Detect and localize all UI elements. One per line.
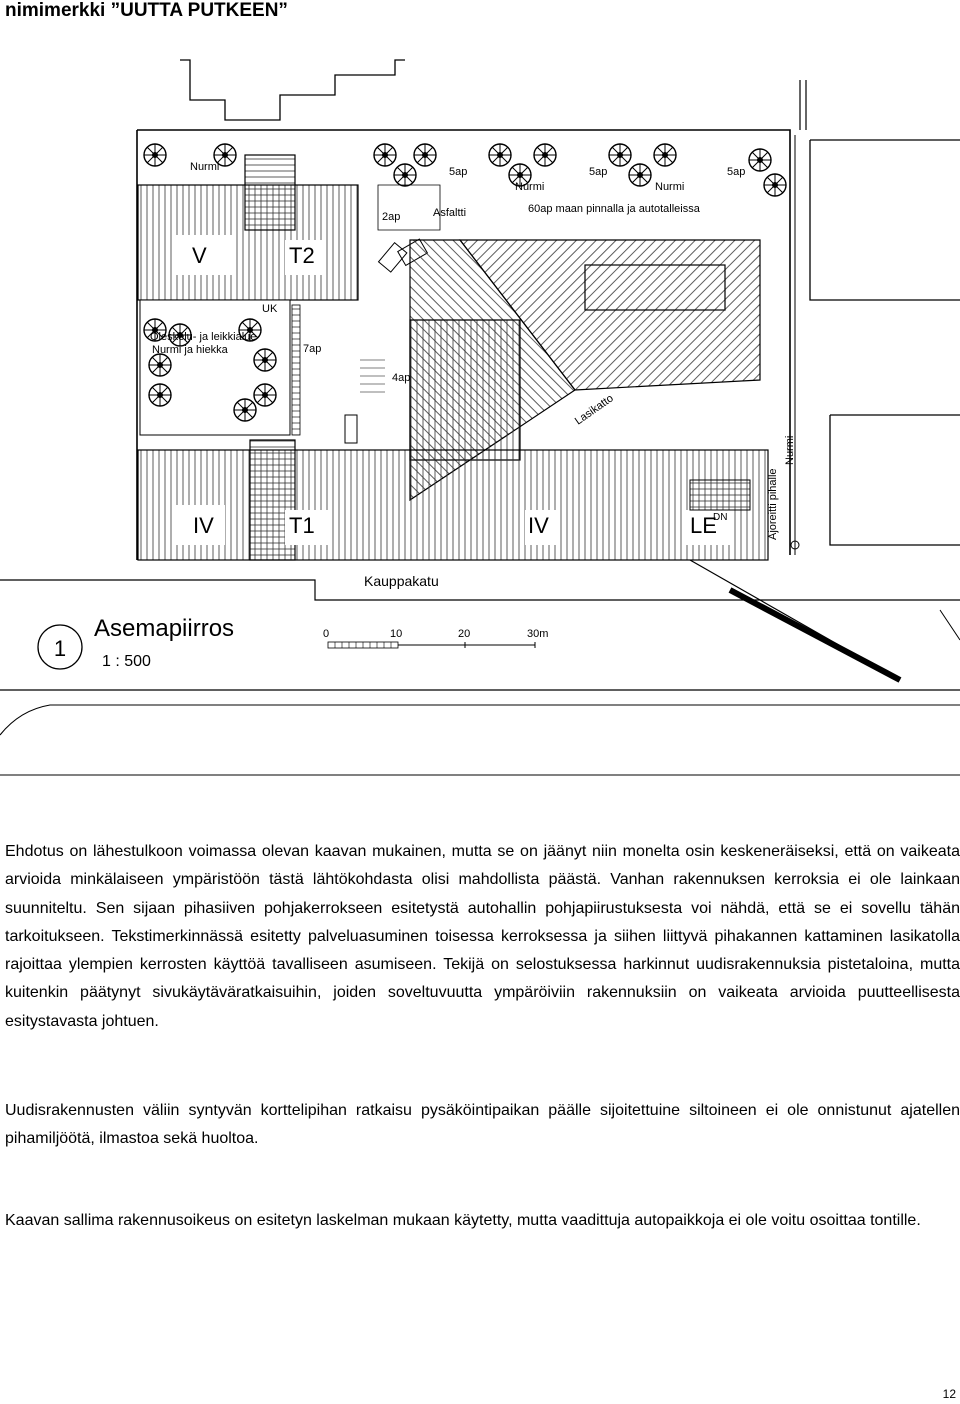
- label-nurmi-hiekka: Nurmi ja hiekka: [152, 344, 228, 356]
- label-ajoreitti: Ajoreitti pihalle: [767, 468, 779, 540]
- paragraph-evaluation: Ehdotus on lähestulkoon voimassa olevan kaavan mukainen, mutta se on jäänyt niin monelta osin keskeneräiseksi, että on vaikeata arvioida minkälaiseen ympäristöön tästä lähtökohdasta olisi mahdollista päästä. Vanhan rakennuksen kerroksia ei ole lainkaan suunniteltu. Sen sijaan pihasiiven pohjakerrokseen esitetystä autohallin pohjapiirustuksesta voi nähdä, että se ei sovellu tähän tarkoitukseen. Tekstimerkinnässä esitetty palveluasuminen toisessa kerroksessa ja siihen liittyvä pihakannen kattaminen lasikatolla rajoittaa ylempien kerrosten käyttöä tavalliseen asumiseen. Tekijä on selostuksessa harkinnut uudisrakennuksia pistetaloina, mutta kuitenkin päätynyt sivukäytäväratkaisuihin, joiden soveltuvuutta ympäröiviin rakennuksiin on vaikeata arvioida puutteellisesta esitystavasta johtuen.: [5, 843, 960, 1030]
- label-asfaltti: Asfaltti: [433, 207, 467, 219]
- paragraph-building-rights: Kaavan sallima rakennusoikeus on esitetyn laskelman mukaan käytetty, mutta vaadittuja autopaikkoja ei ole voitu osoittaa tontille.: [5, 1212, 921, 1229]
- label-5ap-a: 5ap: [449, 166, 468, 178]
- label-iv-left: IV: [193, 513, 214, 538]
- label-le: LE: [690, 513, 717, 538]
- label-t2: T2: [289, 243, 315, 268]
- label-nurmi-top-left: Nurmi: [190, 161, 220, 173]
- label-t1: T1: [289, 513, 315, 538]
- drawing-scale: 1 : 500: [102, 653, 151, 670]
- label-dn: DN: [713, 512, 728, 523]
- drawing-number: 1: [53, 636, 67, 661]
- paragraph-courtyard: Uudisrakennusten väliin syntyvän korttelipihan ratkaisu pysäköintipaikan päälle sijoitettuine siltoineen ei ole onnistunut ajatellen pihamiljöötä, ilmastoa sekä huoltoa.: [5, 1102, 960, 1148]
- label-60ap: 60ap maan pinnalla ja autotalleissa: [528, 203, 700, 215]
- site-plan-drawing: [0, 40, 960, 780]
- label-iv-mid: IV: [528, 513, 549, 538]
- label-5ap-b: 5ap: [589, 166, 608, 178]
- label-4ap: 4ap: [392, 372, 411, 384]
- scale-bar: [323, 628, 548, 648]
- label-2ap: 2ap: [382, 211, 401, 223]
- scale-tick-30m: 30m: [527, 628, 549, 640]
- scale-tick-20: 20: [458, 628, 471, 640]
- label-5ap-c: 5ap: [727, 166, 746, 178]
- label-nurmi-top-right: Nurmi: [655, 181, 685, 193]
- drawing-title: Asemapiirros: [94, 615, 235, 642]
- label-7ap: 7ap: [303, 343, 322, 355]
- page-heading: nimimerkki ”UUTTA PUTKEEN”: [5, 0, 288, 21]
- label-lasikatto: Lasikatto: [572, 392, 616, 428]
- label-oleskelu: Oleskelu- ja leikkialue: [150, 331, 257, 343]
- page-number: 12: [942, 1387, 956, 1401]
- scale-tick-10: 10: [390, 628, 403, 640]
- building-south-row: [138, 450, 768, 560]
- label-v: V: [192, 243, 207, 268]
- label-kauppakatu: Kauppakatu: [364, 573, 439, 589]
- scale-tick-0: 0: [323, 628, 330, 640]
- neighbour-building-top: [180, 60, 405, 120]
- label-uk: UK: [262, 303, 278, 315]
- label-nurmi-top-mid: Nurmi: [515, 181, 545, 193]
- label-nurmi-side: Nurmi: [784, 435, 796, 465]
